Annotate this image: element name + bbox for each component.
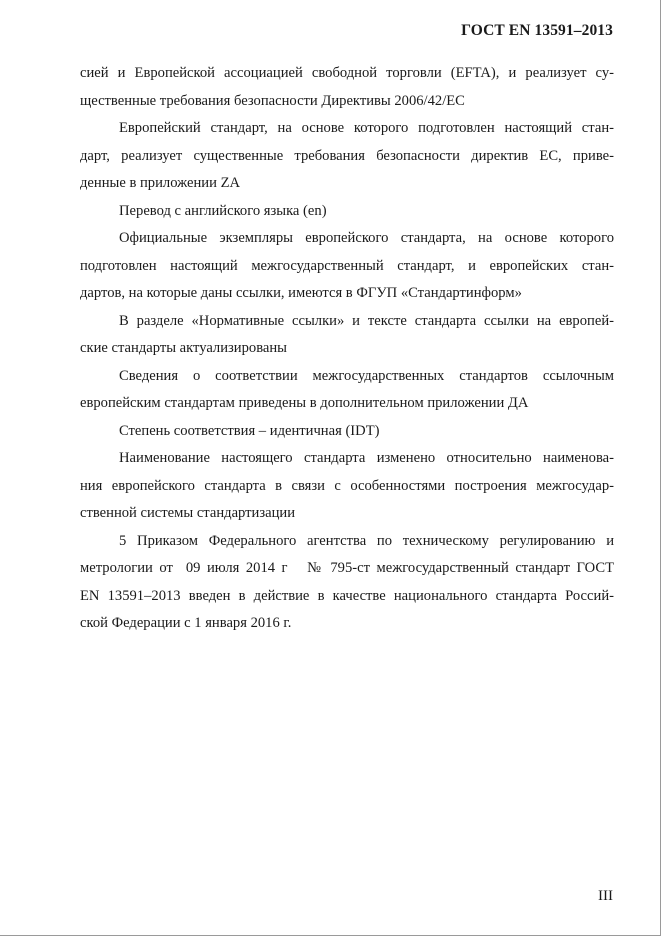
paragraph-european-standard [80, 115, 614, 198]
paragraph-translation [80, 198, 614, 226]
paragraph-correspondence-info [80, 363, 614, 418]
text-line: европейским стандартам приведены в дополнительном приложении ДА [80, 395, 529, 411]
text-line: подготовлен настоящий межгосударственный стандарт, и европейских стан- [80, 257, 614, 274]
text-line: В разделе «Нормативные ссылки» и тексте стандарта ссылки на европей- [119, 312, 614, 329]
paragraph-official-copies [80, 225, 614, 308]
text-line: ния европейского стандарта в связи с особенностями построения межгосудар- [80, 477, 614, 494]
text-line: Наименование настоящего стандарта изменено относительно наименова- [119, 450, 614, 466]
text-line: дарт, реализует существенные требования безопасности директив ЕС, приве- [80, 147, 614, 164]
text-line: 5 Приказом Федерального агентства по техническому регулированию и [119, 532, 614, 549]
text-line: Европейский стандарт, на основе которого подготовлен настоящий стан- [119, 120, 614, 136]
text-line: Степень соответствия – идентичная (IDT) [119, 422, 380, 439]
standard-code-header: ГОСТ EN 13591–2013 [461, 22, 613, 39]
paragraph-title-change [80, 445, 614, 528]
paragraph-normative-references [80, 308, 614, 363]
text-line: Официальные экземпляры европейского стандарта, на основе которого [119, 230, 614, 246]
text-line: щественные требования безопасности Директивы 2006/42/ЕС [80, 92, 465, 109]
page-number: III [598, 888, 613, 904]
text-line: ские стандарты актуализированы [80, 340, 287, 356]
text-line: EN 13591–2013 введен в действие в качестве национального стандарта Россий- [80, 587, 614, 604]
text-line: Перевод с английского языка (en) [119, 202, 327, 219]
document-body [80, 60, 614, 638]
paragraph-degree-of-correspondence [80, 418, 614, 446]
text-line: денные в приложении ZA [80, 175, 241, 191]
paragraph-continuation [80, 60, 614, 115]
text-line: сией и Европейской ассоциацией свободной торговли (EFTA), и реализует су- [80, 65, 614, 81]
text-line: метрологии от 09 июля 2014 г № 795-ст межгосударственный стандарт ГОСТ [80, 560, 614, 576]
text-line: Сведения о соответствии межгосударственных стандартов ссылочным [119, 367, 614, 384]
text-line: дартов, на которые даны ссылки, имеются в ФГУП «Стандартинформ» [80, 285, 522, 301]
text-line: ственной системы стандартизации [80, 505, 296, 521]
text-line: ской Федерации с 1 января 2016 г. [80, 615, 292, 631]
paragraph-order-item-5 [80, 528, 614, 638]
